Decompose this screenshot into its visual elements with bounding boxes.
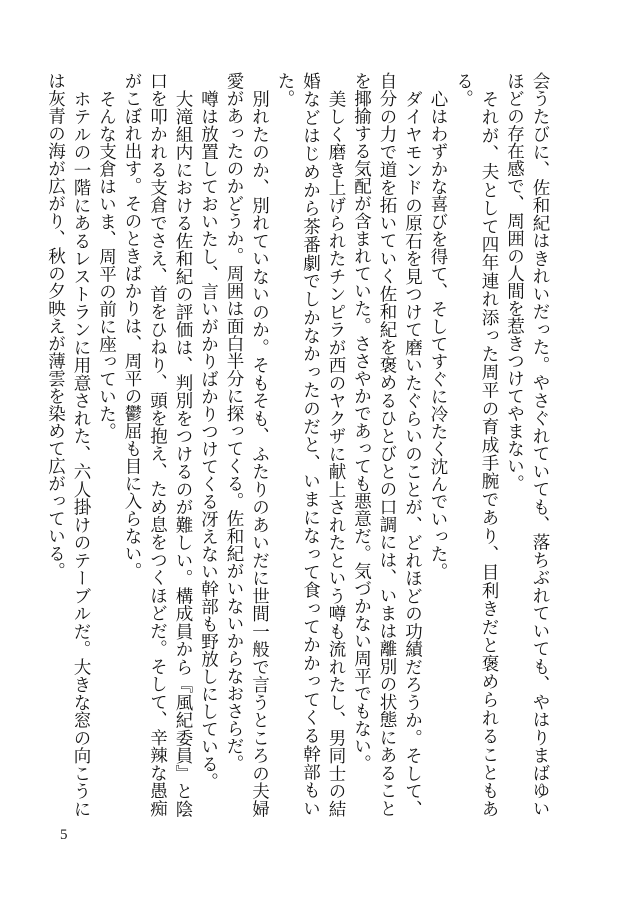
paragraph: 美しく磨き上げられたチンピラが西のヤクザに献上されたという噂も流れたし、男同士の結婚などはじめから茶番劇でしかなかったのだと、いまになって食ってかかってくる幹部もいた。	[275, 72, 346, 817]
paragraph: そんな支倉はいま、周平の前に座っていた。	[96, 89, 117, 440]
paragraph: 噂は放置しておいたし、言いがかりばかりつけてくる冴えない幹部も野放しにしている。	[198, 89, 219, 790]
vertical-text-body	[45, 72, 552, 817]
paragraph: ダイヤモンドの原石を見つけて磨いたぐらいのことが、どれほどの功績だろうか。そして、自分の力で道を拓いていく佐和紀を褒めるひとびとの口調には、いまは離別の状態にあることを揶揄する気配が含まれていた。ささやかであっても悪意だ。気づかない周平でもない。	[351, 72, 423, 817]
page-number: 5	[60, 827, 68, 843]
paragraph: 大滝組内における佐和紀の評価は、判別をつけるのが難しい。構成員から『風紀委員』と陰口を叩かれる支倉でさえ、首をひねり、頭を抱え、ため息をつくほどだ。そして、辛辣な愚痴がこぼれ出す。そのときばかりは、周平の鬱屈も目に入らない。	[122, 72, 193, 817]
paragraph: 心はわずかな喜びを得て、そしてすぐに冷たく沈んでいった。	[428, 89, 448, 580]
paragraph: ホテルの一階にあるレストランに用意された、六人掛けのテーブルだ。大きな窓の向こうには灰青の海が広がり、秋の夕映えが薄雲を染めて広がっている。	[45, 72, 91, 817]
paragraph: 別れたのか、別れていないのか。そもそも、ふたりのあいだに世間一般で言うところの夫婦愛があったのかどうか。周囲は面白半分に探ってくる。佐和紀がいないからなおさらだ。	[224, 72, 270, 817]
paragraph: 会うたびに、佐和紀はきれいだった。やさぐれていても、落ちぶれていても、やはりまばゆいほどの存在感で、周囲の人間を惹きつけてやまない。	[504, 72, 550, 817]
paragraph: それが、夫として四年連れ添った周平の育成手腕であり、目利きだと褒められることもある。	[453, 72, 499, 817]
